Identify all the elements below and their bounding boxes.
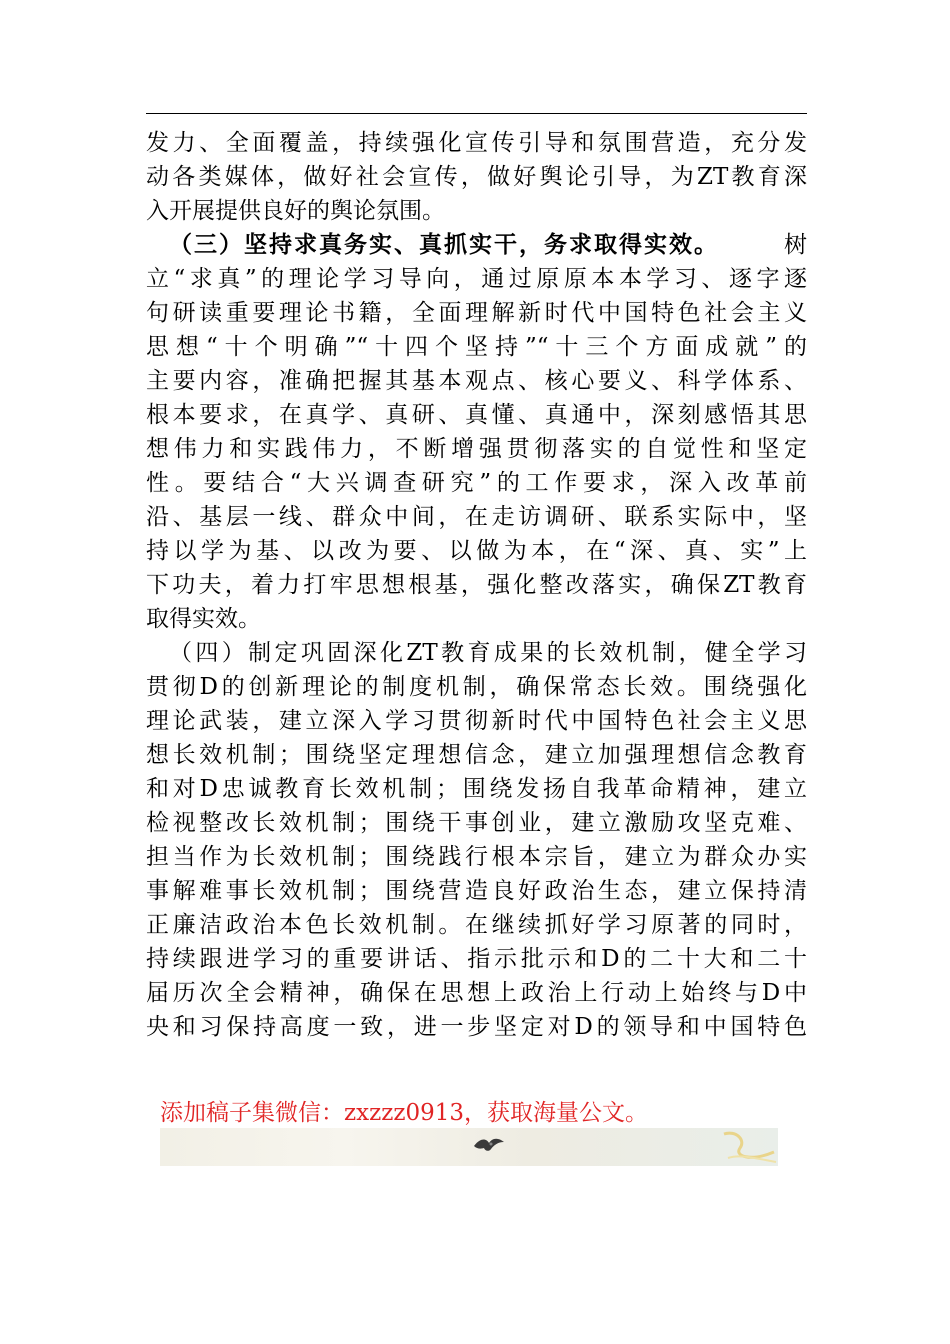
body-line: 担当作为长效机制；围绕践行根本宗旨，建立为群众办实: [146, 844, 807, 870]
section-three-heading: （三）坚持求真务实、真抓实干，务求取得实效。: [169, 231, 719, 258]
body-line: 持以学为基、以改为要、以做为本，在“深、真、实”上: [146, 538, 807, 564]
body-line: 取得实效。: [146, 606, 261, 632]
body-line: 动各类媒体，做好社会宣传，做好舆论引导，为ZT教育深: [146, 164, 807, 190]
body-line: 和对D忠诚教育长效机制；围绕发扬自我革命精神，建立: [146, 776, 807, 802]
header-rule: [146, 113, 807, 114]
body-line: 正廉洁政治本色长效机制。在继续抓好学习原著的同时，: [146, 912, 807, 938]
body-line: 立“求真”的理论学习导向，通过原原本本学习、逐字逐: [146, 266, 807, 292]
body-line: 持续跟进学习的重要讲话、指示批示和D的二十大和二十: [146, 946, 807, 972]
body-line: 性。要结合“大兴调查研究”的工作要求，深入改革前: [146, 470, 807, 496]
wechat-promo-text: 添加稿子集微信：zxzzz0913，获取海量公文。: [160, 1100, 648, 1126]
body-line: 根本要求，在真学、真研、真懂、真通中，深刻感悟其思: [146, 402, 807, 428]
body-line: 入开展提供良好的舆论氛围。: [146, 198, 445, 224]
body-line: 下功夫，着力打牢思想根基，强化整改落实，确保ZT教育: [146, 572, 807, 598]
body-line: 发力、全面覆盖，持续强化宣传引导和氛围营造，充分发: [146, 130, 807, 156]
body-line: 检视整改长效机制；围绕干事创业，建立激励攻坚克难、: [146, 810, 807, 836]
body-line: 贯彻D的创新理论的制度机制，确保常态长效。围绕强化: [146, 674, 807, 700]
body-line: 主要内容，准确把握其基本观点、核心要义、科学体系、: [146, 368, 807, 394]
section-four-heading-line: （四）制定巩固深化ZT教育成果的长效机制，健全学习: [169, 640, 807, 666]
swirl-decoration-icon: [720, 1128, 778, 1166]
body-line: 央和习保持高度一致，进一步坚定对D的领导和中国特色: [146, 1014, 807, 1040]
body-line: 沿、基层一线、群众中间，在走访调研、联系实际中，坚: [146, 504, 807, 530]
body-line: 届历次全会精神，确保在思想上政治上行动上始终与D中: [146, 980, 807, 1006]
body-line: 想长效机制；围绕坚定理想信念，建立加强理想信念教育: [146, 742, 807, 768]
body-line: 理论武装，建立深入学习贯彻新时代中国特色社会主义思: [146, 708, 807, 734]
decorative-banner-image: [160, 1128, 778, 1166]
body-line: 想伟力和实践伟力，不断增强贯彻落实的自觉性和坚定: [146, 436, 807, 462]
body-line: 树: [784, 232, 807, 258]
section-three-line: [146, 228, 807, 262]
body-line: 事解难事长效机制；围绕营造良好政治生态，建立保持清: [146, 878, 807, 904]
document-body: [146, 126, 807, 1044]
bird-icon: [472, 1132, 506, 1154]
body-line: 句研读重要理论书籍，全面理解新时代中国特色社会主义: [146, 300, 807, 326]
body-line: 思想“十个明确”“十四个坚持”“十三个方面成就”的: [146, 334, 807, 360]
